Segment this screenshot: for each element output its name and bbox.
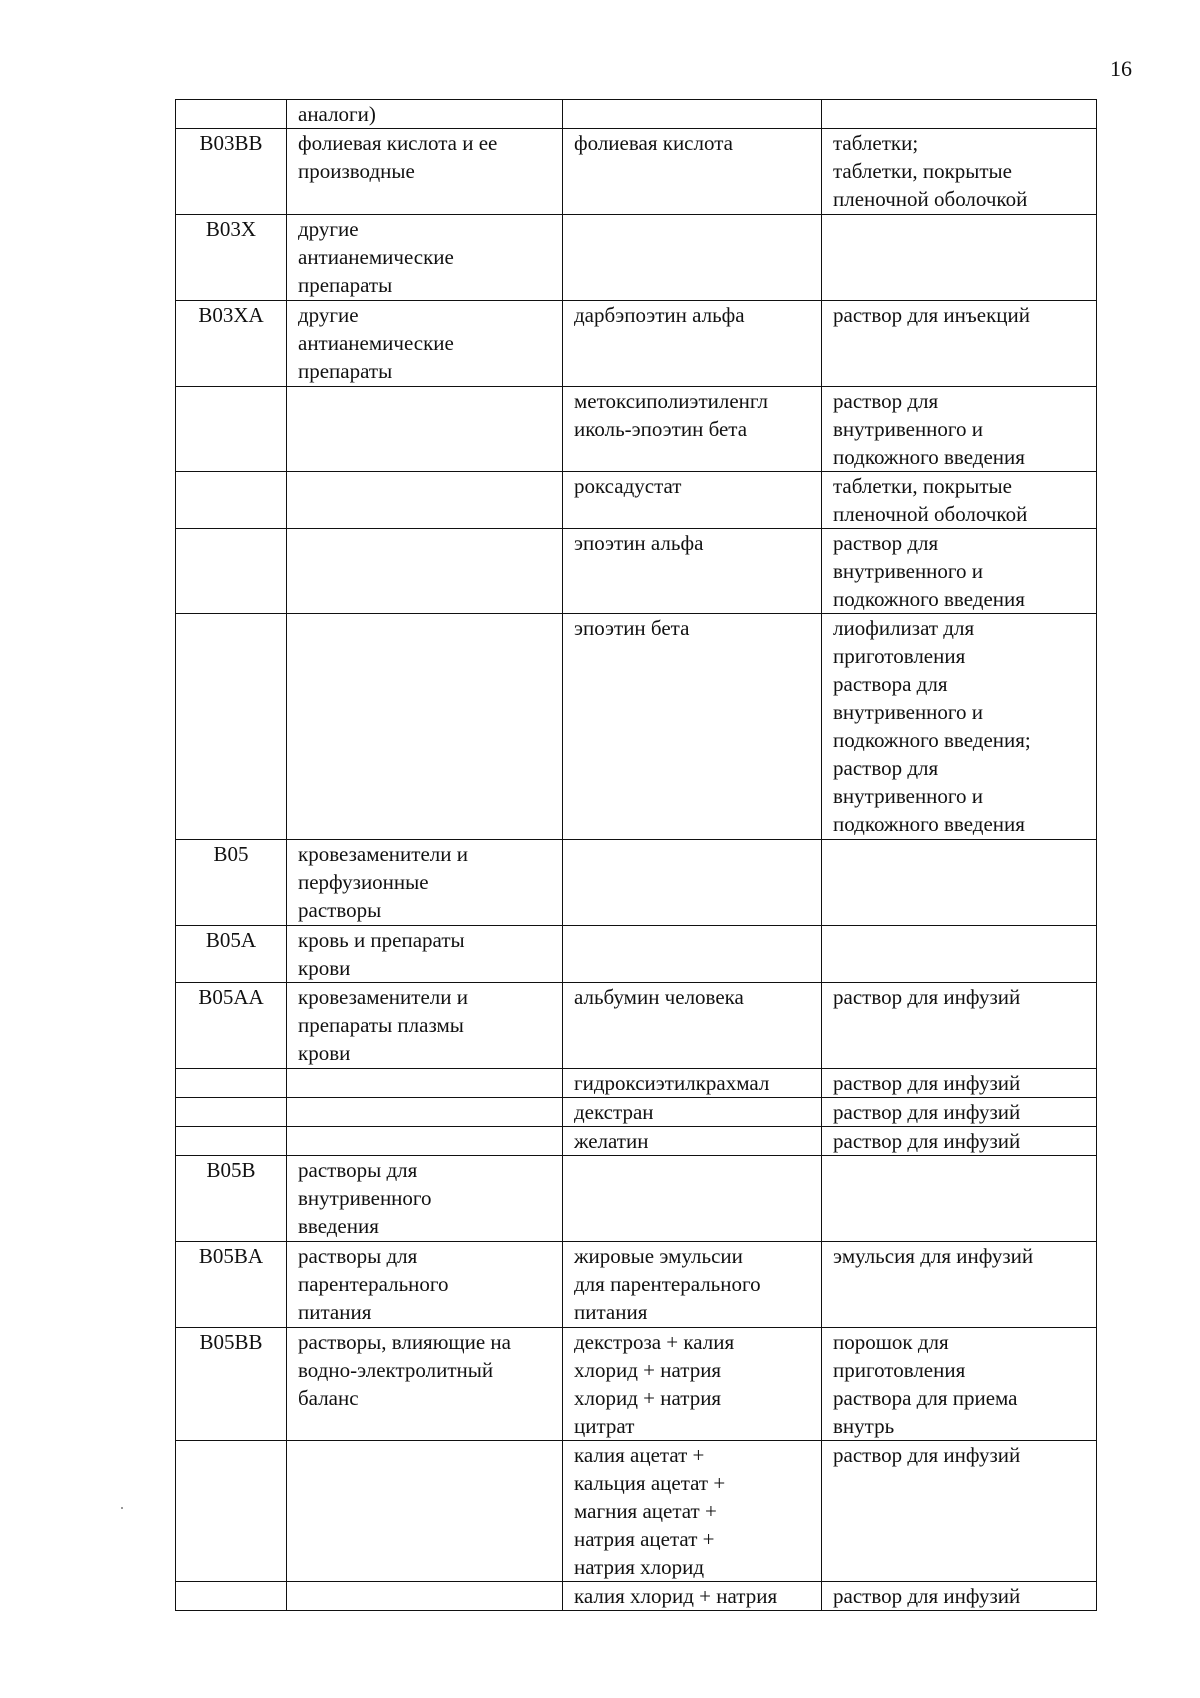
- cell-form: таблетки; таблетки, покрытые пленочной оболочкой: [822, 129, 1097, 215]
- cell-code: [176, 1098, 287, 1127]
- cell-form: лиофилизат для приготовления раствора для внутривенного и подкожного введения; раствор для внутривенного и подкожного введения: [822, 614, 1097, 840]
- cell-group: [287, 1069, 563, 1098]
- cell-code: B05BA: [176, 1242, 287, 1328]
- table-row: [176, 1242, 1097, 1328]
- cell-form: раствор для внутривенного и подкожного введения: [822, 529, 1097, 614]
- cell-group: [287, 614, 563, 840]
- cell-code: [176, 1441, 287, 1582]
- cell-group: [287, 387, 563, 472]
- cell-substance: [563, 215, 822, 301]
- cell-group: [287, 1582, 563, 1611]
- table-row: [176, 926, 1097, 983]
- cell-form: [822, 100, 1097, 129]
- cell-substance: фолиевая кислота: [563, 129, 822, 215]
- table-row: [176, 1328, 1097, 1441]
- cell-form: порошок для приготовления раствора для приема внутрь: [822, 1328, 1097, 1441]
- cell-group: кровезаменители и препараты плазмы крови: [287, 983, 563, 1069]
- cell-code: [176, 1127, 287, 1156]
- cell-substance: калия ацетат + кальция ацетат + магния ацетат + натрия ацетат + натрия хлорид: [563, 1441, 822, 1582]
- table-row: [176, 1441, 1097, 1582]
- table-row: [176, 614, 1097, 840]
- cell-group: аналоги): [287, 100, 563, 129]
- table-row: [176, 1098, 1097, 1127]
- cell-substance: желатин: [563, 1127, 822, 1156]
- cell-group: [287, 529, 563, 614]
- cell-code: [176, 1582, 287, 1611]
- cell-form: раствор для инфузий: [822, 1069, 1097, 1098]
- cell-code: B05: [176, 840, 287, 926]
- drug-table: [175, 99, 1097, 1611]
- table-row: [176, 100, 1097, 129]
- cell-form: раствор для внутривенного и подкожного введения: [822, 387, 1097, 472]
- cell-substance: [563, 926, 822, 983]
- cell-code: [176, 100, 287, 129]
- cell-code: B05AA: [176, 983, 287, 1069]
- cell-substance: гидроксиэтилкрахмал: [563, 1069, 822, 1098]
- cell-form: эмульсия для инфузий: [822, 1242, 1097, 1328]
- cell-code: B05B: [176, 1156, 287, 1242]
- cell-group: другие антианемические препараты: [287, 301, 563, 387]
- table-row: [176, 301, 1097, 387]
- cell-form: [822, 926, 1097, 983]
- cell-group: растворы для парентерального питания: [287, 1242, 563, 1328]
- table-row: [176, 840, 1097, 926]
- cell-group: [287, 1098, 563, 1127]
- table-body: [176, 100, 1097, 1611]
- cell-form: раствор для инфузий: [822, 1441, 1097, 1582]
- cell-group: кровезаменители и перфузионные растворы: [287, 840, 563, 926]
- cell-substance: метоксиполиэтиленгл иколь-эпоэтин бета: [563, 387, 822, 472]
- cell-group: [287, 1127, 563, 1156]
- cell-code: [176, 614, 287, 840]
- cell-code: [176, 1069, 287, 1098]
- cell-form: раствор для инъекций: [822, 301, 1097, 387]
- cell-group: фолиевая кислота и ее производные: [287, 129, 563, 215]
- cell-substance: роксадустат: [563, 472, 822, 529]
- cell-form: раствор для инфузий: [822, 1098, 1097, 1127]
- cell-code: [176, 472, 287, 529]
- table-row: [176, 1582, 1097, 1611]
- cell-code: [176, 387, 287, 472]
- cell-form: [822, 840, 1097, 926]
- table-row: [176, 1127, 1097, 1156]
- table-row: [176, 215, 1097, 301]
- table-row: [176, 472, 1097, 529]
- cell-substance: [563, 1156, 822, 1242]
- cell-substance: калия хлорид + натрия: [563, 1582, 822, 1611]
- cell-substance: альбумин человека: [563, 983, 822, 1069]
- cell-substance: [563, 840, 822, 926]
- cell-form: [822, 1156, 1097, 1242]
- cell-substance: декстроза + калия хлорид + натрия хлорид + натрия цитрат: [563, 1328, 822, 1441]
- cell-substance: жировые эмульсии для парентерального питания: [563, 1242, 822, 1328]
- cell-code: B05A: [176, 926, 287, 983]
- cell-substance: дарбэпоэтин альфа: [563, 301, 822, 387]
- cell-group: [287, 1441, 563, 1582]
- table-row: [176, 129, 1097, 215]
- page-number: 16: [1110, 56, 1132, 81]
- cell-substance: эпоэтин альфа: [563, 529, 822, 614]
- cell-code: B05BB: [176, 1328, 287, 1441]
- cell-code: B03X: [176, 215, 287, 301]
- cell-group: другие антианемические препараты: [287, 215, 563, 301]
- cell-code: B03XA: [176, 301, 287, 387]
- cell-substance: [563, 100, 822, 129]
- cell-form: раствор для инфузий: [822, 1127, 1097, 1156]
- cell-group: растворы, влияющие на водно-электролитный баланс: [287, 1328, 563, 1441]
- cell-form: раствор для инфузий: [822, 983, 1097, 1069]
- cell-code: B03BB: [176, 129, 287, 215]
- cell-form: раствор для инфузий: [822, 1582, 1097, 1611]
- cell-code: [176, 529, 287, 614]
- table-row: [176, 983, 1097, 1069]
- cell-group: растворы для внутривенного введения: [287, 1156, 563, 1242]
- cell-substance: декстран: [563, 1098, 822, 1127]
- cell-form: таблетки, покрытые пленочной оболочкой: [822, 472, 1097, 529]
- table-row: [176, 1069, 1097, 1098]
- cell-group: кровь и препараты крови: [287, 926, 563, 983]
- cell-group: [287, 472, 563, 529]
- cell-substance: эпоэтин бета: [563, 614, 822, 840]
- table-row: [176, 387, 1097, 472]
- scan-speck: [121, 1507, 123, 1509]
- cell-form: [822, 215, 1097, 301]
- table-row: [176, 1156, 1097, 1242]
- table-row: [176, 529, 1097, 614]
